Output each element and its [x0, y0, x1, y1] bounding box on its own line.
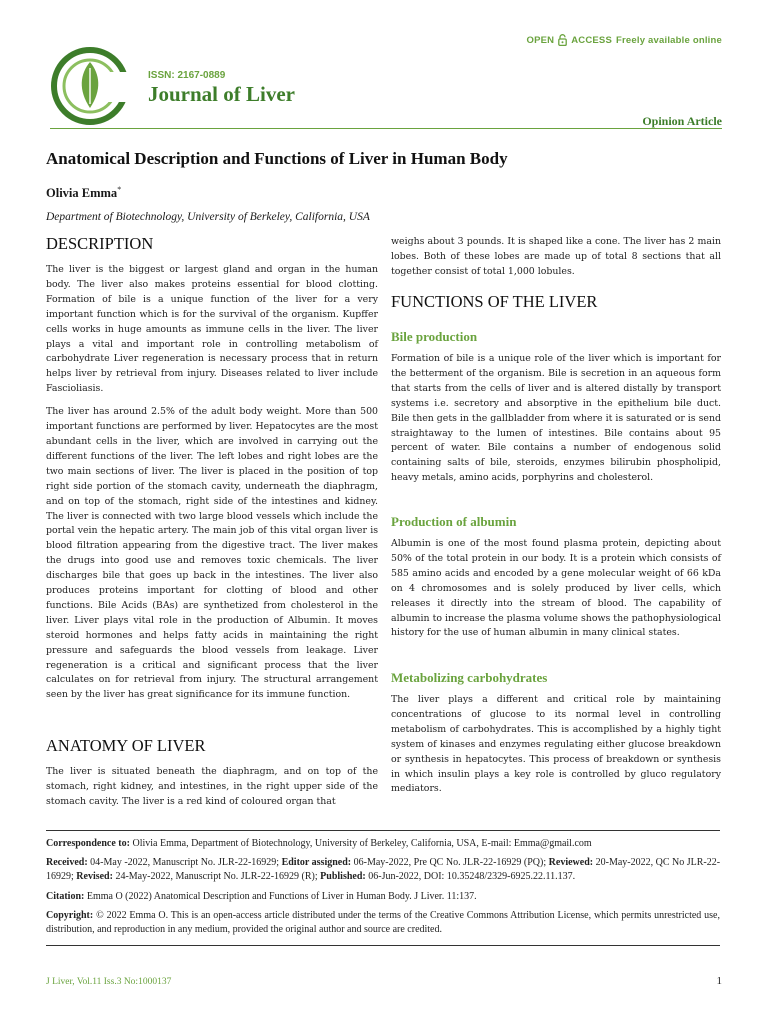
footer-divider — [46, 830, 720, 831]
copyright: Copyright: © 2022 Emma O. This is an open-access article distributed under the terms of the Creative Commons Attribution License, which permits unrestricted use, distribution, and reproduction in any medium, provided the original author and source are credited. — [46, 910, 720, 935]
section-heading-anatomy: ANATOMY OF LIVER — [46, 736, 206, 755]
albumin-body — [391, 537, 721, 649]
paragraph: The liver is the biggest or largest gland and organ in the human body. The liver also makes proteins essential for blood clotting. Formation of bile is a unique function of the liver for a very important function which is for the survival of the organism. Kupffer cells works in huge amounts as immune cells in the liver. The liver plays a vital and important role in controlling metabolism of carbohydrate Liver regeneration is necessary process that in return helps liver by retrieval from injury. Diseases related to liver include Fascioliasis. — [46, 264, 378, 395]
paragraph: Formation of bile is a unique role of the liver which is important for the betterment of the organism. Bile is secretion in an aqueous form that starts from the cells of liver and is altered distally by transport systems i.e. secretory and absorptive in the epithelium bile duct. Bile then gets in the gallbladder from where it is saturated or is send straightaway to the lumen of intestines. Bile contains about 95 percent of water. Bile contains a number of endogenous solid containing salts of bile, steroids, enzymes bilirubin phospholipid, heavy metals, amino acids, porphyrins and cholesterol. — [391, 353, 721, 484]
affiliation: Department of Biotechnology, University of Berkeley, California, USA — [46, 211, 370, 223]
page-number: 1 — [716, 975, 722, 987]
subheading-carbohydrates: Metabolizing carbohydrates — [391, 670, 548, 685]
page-footer: J Liver, Vol.11 Iss.3 No:1000137 — [46, 977, 172, 987]
dates: Received: 04-May -2022, Manuscript No. JLR-22-16929; Editor assigned: 06-May-2022, Pre QC No. JLR-22-16929 (PQ); Reviewed: 20-May-2022, QC No JLR-22-16929; Revised: 24-May-2022, Manuscript No. JLR-22-16929 (R); Published: 06-Jun-2022, DOI: 10.35248/2329-6925.22.11.137. — [46, 857, 721, 882]
anatomy-body-continued — [391, 235, 721, 288]
section-heading-description: DESCRIPTION — [46, 234, 154, 253]
issn: ISSN: 2167-0889 — [148, 70, 226, 81]
paragraph: The liver is situated beneath the diaphragm, and on top of the stomach, right kidney, and intestines, in the right upper side of the stomach cavity. The liver is a red kind of coloured organ that — [46, 766, 378, 807]
correspondence: Correspondence to: Olivia Emma, Department of Biotechnology, University of Berkeley, California, USA, E-mail: Emma@gmail.com — [46, 838, 592, 849]
anatomy-body — [46, 765, 378, 818]
author-mark: * — [117, 185, 122, 194]
paragraph: weighs about 3 pounds. It is shaped like a cone. The liver has 2 main lobes. Both of these lobes are made up of total 8 sections that all together consist of total 1,000 lobules. — [391, 236, 721, 277]
carbohydrates-body — [391, 693, 721, 805]
section-heading-functions: FUNCTIONS OF THE LIVER — [391, 292, 598, 311]
description-body — [46, 263, 378, 711]
paragraph: The liver plays a different and critical role by maintaining concentrations of glucose to its normal level in controlling metabolism of carbohydrates. This is accomplished by a highly tight system of kinases and enzymes regulating either glucose breakdown or synthesis in hepatocytes. This process of breakdown or synthesis in which insulin plays a key role is controlled by gluco regulatory mediators. — [391, 694, 721, 795]
paragraph: Albumin is one of the most found plasma protein, depicting about 50% of the total protein in our body. It is a protein which consists of 585 amino acids and encoded by a gene molecular weight of 66 kDa on 4 chromosomes and is solely produced by liver cells, which releases it directly into the stream of blood. The capability of albumin to increase the plasma volume shows the pathophysiological history for the use of human albumin in many clinical states. — [391, 538, 721, 639]
freely-available-label: Freely available online — [616, 34, 722, 46]
article-type: Opinion Article — [642, 114, 722, 128]
article-title: Anatomical Description and Functions of Liver in Human Body — [46, 149, 508, 168]
open-lock-icon — [558, 34, 567, 46]
journal-name: Journal of Liver — [148, 82, 295, 106]
subheading-bile: Bile production — [391, 329, 478, 344]
open-access-badge — [526, 34, 722, 46]
footer-divider-bottom — [46, 945, 720, 946]
citation: Citation: Emma O (2022) Anatomical Description and Functions of Liver in Human Body. J Liver. 11:137. — [46, 891, 477, 902]
header-divider — [50, 128, 722, 129]
open-label: OPEN — [526, 34, 555, 46]
access-label: ACCESS — [571, 34, 613, 46]
bile-body — [391, 352, 721, 494]
paragraph: The liver has around 2.5% of the adult body weight. More than 500 important functions are performed by liver. Hepatocytes are the most abundant cells in the liver, which are involved in carrying out the different functions of the liver. The left lobes and right lobes are the two main sections of liver. The liver is placed in the position of top right side portion of the stomach cavity, underneath the diaphragm, and on top of the stomach, right side of the intestines and kidney. The liver is connected with two large blood vessels which include the portal vein the hepatic artery. The main job of this vital organ liver is blood filtration appearing from the digestive tract. The liver makes the drugs into good use and removes toxic chemicals. The liver discharges bile that goes up back in the intestines. The liver also produces proteins important for clotting of blood and other functions. Bile Acids (BAs) are synthetized from cholesterol in the liver. Liver plays vital role in the production of Albumin. It moves steroid hormones and helps fatty acids in maintaining the right pressure and safeguards the blood vessels from leakage. Liver regeneration is a critical and significant process that the liver calculates on for retrieval from injury. The structural arrangement seen by the liver has great significance for its immune function. — [46, 406, 378, 701]
subheading-albumin: Production of albumin — [391, 514, 517, 529]
author-name: Olivia Emma* — [46, 185, 122, 201]
journal-logo-icon — [50, 46, 138, 126]
